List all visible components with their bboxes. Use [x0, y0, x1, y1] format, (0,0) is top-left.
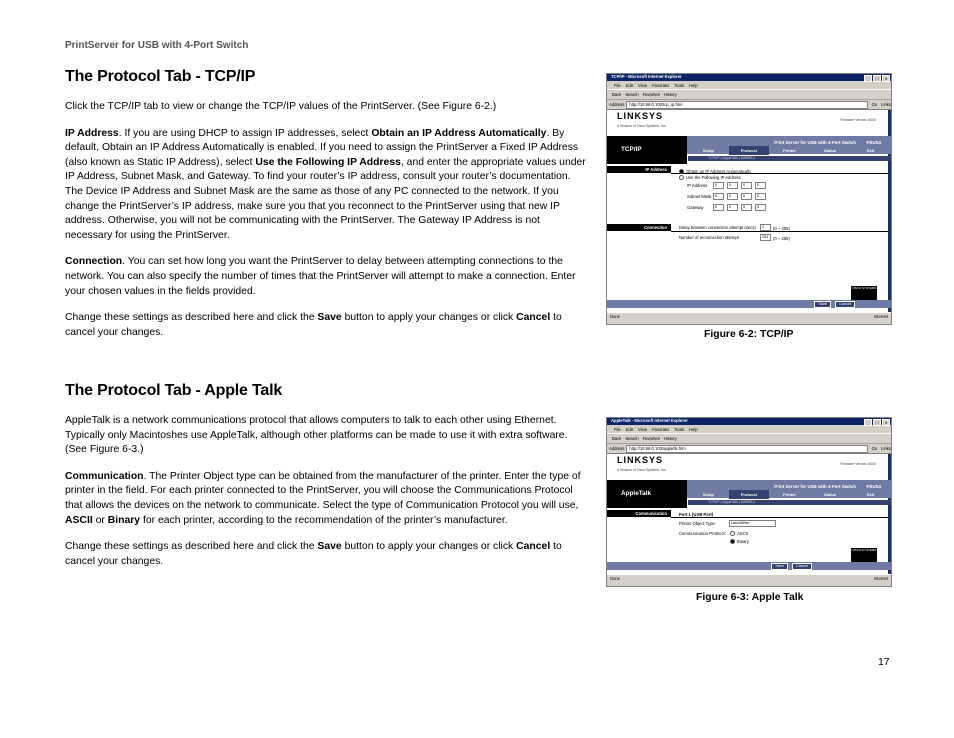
tab-printer[interactable]: Printer — [783, 148, 796, 153]
mask-octet-field[interactable]: 0 — [741, 193, 752, 200]
menu-item[interactable]: Favorites — [651, 82, 670, 88]
close-icon[interactable]: × — [882, 419, 890, 426]
search-button[interactable]: Search — [625, 436, 639, 441]
menu-item[interactable]: Edit — [625, 426, 633, 432]
page-content: LINKSYS A Division of Cisco Systems, Inc. Firmware Version: 6034 TCP/IP Print Server for USB with 4-Port Switch PSUS4 Setup Protocol Printer Status Exit TCP/IP | AppleTalk | NetBEUI IP Address Obtain an IP Address Automatically Use the Following IP Address IP Address 0 0 0 0 Subnet Mask 0 0 0 0 Gateway 0 0 0 0 Connection Delay between connection attempt (secs) 2 (0 ~ 255) Number of reconnection attempt 254 (0 ~ 255) CISCO SYSTEMS Save Cancel — [607, 109, 891, 312]
radio-icon — [679, 169, 684, 174]
section2-body — [65, 414, 587, 581]
radio-icon — [679, 175, 684, 180]
delay-field[interactable]: 2 — [760, 224, 771, 231]
history-button[interactable]: History — [663, 92, 677, 97]
gateway-octet-field[interactable]: 0 — [713, 204, 724, 211]
linksys-logo: LINKSYS — [617, 455, 664, 465]
figure-appletalk-screenshot — [606, 417, 892, 587]
running-header: PrintServer for USB with 4-Port Switch — [65, 40, 249, 51]
search-button[interactable]: Search — [625, 92, 639, 97]
menu-item[interactable]: Help — [689, 82, 698, 88]
radio-use-following[interactable]: Use the Following IP Address — [679, 175, 741, 180]
section-label-ip: IP Address — [607, 166, 671, 173]
menu-item[interactable]: Edit — [625, 82, 633, 88]
favorites-button[interactable]: Favorites — [642, 92, 660, 97]
menu-item[interactable]: View — [637, 82, 647, 88]
page-number: 17 — [878, 657, 890, 668]
tab-bar — [688, 146, 891, 155]
cisco-logo: CISCO SYSTEMS — [851, 548, 877, 562]
divider — [671, 231, 888, 232]
maximize-icon[interactable]: □ — [873, 75, 881, 82]
browser-toolbar — [607, 434, 891, 444]
menu-item[interactable]: Tools — [674, 82, 684, 88]
subtab-bar[interactable]: TCP/IP | AppleTalk | NetBEUI — [688, 500, 891, 505]
links-button[interactable]: Links — [881, 446, 891, 451]
menu-bar — [607, 425, 891, 434]
subtab-bar[interactable]: TCP/IP | AppleTalk | NetBEUI — [688, 156, 891, 161]
section-title-appletalk: The Protocol Tab - Apple Talk — [65, 382, 283, 399]
gateway-octet-field[interactable]: 0 — [727, 204, 738, 211]
page-content: LINKSYS A Division of Cisco Systems, Inc. Firmware Version: 6034 AppleTalk Print Server for USB with 4-Port Switch PSUS4 Setup Protocol Printer Status Exit TCP/IP | AppleTalk | NetBEUI Communication Port 1 (USB Port) Printer Object Type: LaserWriter Communication Protocol: ASCII Binary CISCO SYSTEMS Save Cancel — [607, 453, 891, 574]
model-number: PSUS4 — [866, 484, 881, 489]
paragraph: IP Address. If you are using DHCP to assign IP addresses, select Obtain an IP Address Automatically. By default, Obtain an IP Address Automatically is enabled. If you need to assign the PrintServer a Fixed IP Address (also known as Static IP Address), select Use the Following IP Address, and enter the appropriate values under IP Address, Subnet Mask, and Gateway. To find your router’s IP address, consult your router’s documentation. The Device IP Address and Subnet Mask are the same as those of any PC connected to the network. If you change the PrintServer’s IP address, make sure you that you reconnect to the PrintServer using that new IP address. Otherwise, you will not be communicating with the PrintServer. The Gateway IP Address is not necessary for using the PrintServer. — [65, 127, 586, 241]
menu-bar — [607, 81, 891, 90]
cisco-logo: CISCO SYSTEMS — [851, 286, 877, 300]
window-titlebar: TCP/IP - Microsoft Internet Explorer _ □ × — [607, 74, 891, 81]
go-button[interactable]: Go — [871, 446, 878, 451]
paragraph: Change these settings as described here and click the Save button to apply your changes or click Cancel to cancel your changes. — [65, 312, 562, 338]
printer-object-type-input[interactable]: LaserWriter — [729, 520, 776, 527]
section-title-tcpip: The Protocol Tab - TCP/IP — [65, 68, 256, 85]
figure-caption: Figure 6-3: Apple Talk — [696, 592, 804, 603]
attempts-field[interactable]: 254 — [760, 234, 771, 241]
address-bar: Address http://10.99.0.100/appletlk.htm Go Links — [609, 445, 891, 451]
tab-status[interactable]: Status — [823, 148, 837, 153]
radio-ascii[interactable]: ASCII — [730, 531, 748, 536]
section-label-connection: Connection — [607, 224, 671, 231]
menu-item[interactable]: File — [614, 82, 621, 88]
model-number: PSUS4 — [866, 140, 881, 145]
cancel-button[interactable]: Cancel — [792, 563, 812, 570]
close-icon[interactable]: × — [882, 75, 890, 82]
menu-item[interactable]: Tools — [674, 426, 684, 432]
figure-caption: Figure 6-2: TCP/IP — [704, 329, 794, 340]
menu-item[interactable]: File — [614, 426, 621, 432]
divider — [671, 517, 888, 518]
tab-status[interactable]: Status — [823, 492, 837, 497]
save-button[interactable]: Save — [814, 301, 831, 308]
paragraph: Click the TCP/IP tab to view or change the TCP/IP values of the PrintServer. (See Figure 6-2.) — [65, 101, 497, 112]
window-titlebar: AppleTalk - Microsoft Internet Explorer _ □ × — [607, 418, 891, 425]
minimize-icon[interactable]: _ — [864, 419, 872, 426]
status-bar: Done Internet — [607, 574, 891, 582]
save-button[interactable]: Save — [771, 563, 788, 570]
internet-zone: Internet — [873, 576, 888, 581]
mask-octet-field[interactable]: 0 — [713, 193, 724, 200]
back-button[interactable]: Back — [612, 436, 622, 441]
figure-tcpip-screenshot — [606, 73, 892, 325]
section-label-communication: Communication — [607, 510, 671, 517]
favorites-button[interactable]: Favorites — [642, 436, 660, 441]
tab-setup[interactable]: Setup — [702, 492, 714, 497]
cancel-button[interactable]: Cancel — [835, 301, 855, 308]
address-input[interactable]: http://10.99.0.100/appletlk.htm — [626, 445, 867, 453]
minimize-icon[interactable]: _ — [864, 75, 872, 82]
address-bar: Address http://10.99.0.100/tcp_ip.htm Go Links — [609, 101, 891, 107]
mask-octet-field[interactable]: 0 — [727, 193, 738, 200]
back-button[interactable]: Back — [612, 92, 622, 97]
mask-octet-field[interactable]: 0 — [755, 193, 766, 200]
tab-protocol[interactable]: Protocol — [729, 146, 770, 155]
radio-icon — [730, 539, 735, 544]
tab-bar — [688, 490, 891, 499]
section1-body — [65, 100, 587, 352]
history-button[interactable]: History — [663, 436, 677, 441]
ip-octet-field[interactable]: 0 — [755, 182, 766, 189]
linksys-logo: LINKSYS — [617, 111, 664, 121]
scrollbar[interactable] — [888, 454, 891, 574]
ip-octet-field[interactable]: 0 — [741, 182, 752, 189]
menu-item[interactable]: Help — [689, 426, 698, 432]
radio-icon — [730, 531, 735, 536]
page-title: TCP/IP — [607, 136, 687, 164]
page-title: AppleTalk — [607, 480, 687, 508]
status-bar: Done Internet — [607, 312, 891, 320]
tab-exit[interactable]: Exit — [867, 492, 875, 497]
tab-printer[interactable]: Printer — [783, 492, 796, 497]
gateway-octet-field[interactable]: 0 — [755, 204, 766, 211]
product-title: Print Server for USB with 4-Port Switch — [774, 140, 856, 145]
paragraph: Connection. You can set how long you want the PrintServer to delay between attempting connections to the network. You can also specify the number of times that the PrintServer will attempt to make a connection. Enter your chosen values in the fields provided. — [65, 256, 576, 297]
address-input[interactable]: http://10.99.0.100/tcp_ip.htm — [626, 101, 867, 109]
internet-zone: Internet — [873, 314, 888, 319]
tab-protocol[interactable]: Protocol — [729, 490, 770, 499]
browser-toolbar — [607, 90, 891, 100]
product-title: Print Server for USB with 4-Port Switch — [774, 484, 856, 489]
go-button[interactable]: Go — [871, 102, 878, 107]
gateway-octet-field[interactable]: 0 — [741, 204, 752, 211]
paragraph: Communication. The Printer Object type can be obtained from the manufacturer of the printer. Enter the type of printer in the field. For each printer connected to the PrintServer, you will choose the Communications Protocol that allows the devices on the network to communicate. Select the type of Communication Protocol you will use, ASCII or Binary for each printer, according to the recommendation of the printer’s manufacturer. — [65, 470, 581, 526]
ip-octet-field[interactable]: 0 — [713, 182, 724, 189]
menu-item[interactable]: View — [637, 426, 647, 432]
paragraph: Change these settings as described here and click the Save button to apply your changes or click Cancel to cancel your changes. — [65, 541, 562, 567]
maximize-icon[interactable]: □ — [873, 419, 881, 426]
ip-octet-field[interactable]: 0 — [727, 182, 738, 189]
paragraph: AppleTalk is a network communications protocol that allows computers to talk to each other using Ethernet. Typically only Macintoshes use AppleTalk, although other platforms can be made to use it with extra software. (See Figure 6-3.) — [65, 415, 568, 456]
tab-setup[interactable]: Setup — [702, 148, 714, 153]
radio-binary[interactable]: Binary — [730, 539, 749, 544]
menu-item[interactable]: Favorites — [651, 426, 670, 432]
links-button[interactable]: Links — [881, 102, 891, 107]
radio-obtain[interactable]: Obtain an IP Address Automatically — [679, 169, 751, 174]
tab-exit[interactable]: Exit — [867, 148, 875, 153]
